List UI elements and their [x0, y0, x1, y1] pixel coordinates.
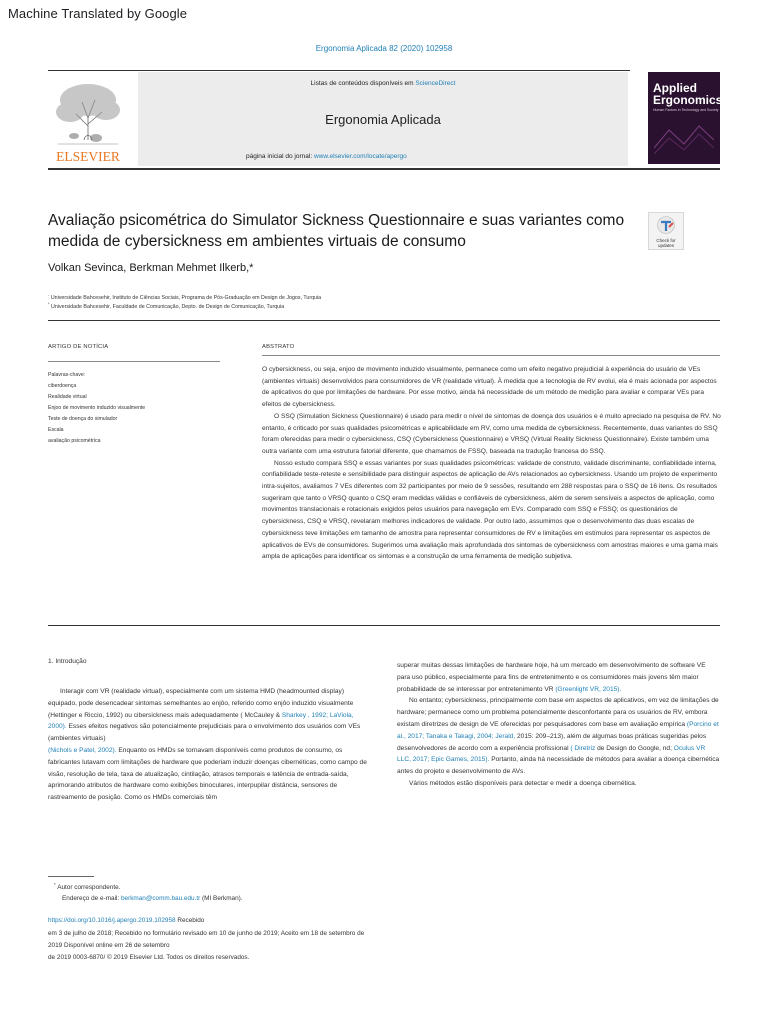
affiliation-a	[48, 292, 321, 301]
copyright-line: de 2019 0003-6870/ © 2019 Elsevier Ltd. Todos os direitos reservados.	[48, 954, 250, 961]
footnote-rule	[48, 876, 94, 877]
email-owner: (MI Berkman).	[200, 895, 243, 902]
abstract-paragraph: O SSQ (Simulation Sickness Questionnaire) é usado para medir o nível de sintomas de doença dos usuários e é muito apreciado na pesquisa de RV. No entanto, é criticado por suas qualidades psicométricas e aplicabilidade em RV, como uma medida de cybersickness. Recentemente, duas variantes do SSQ foram oferecidas para medir o cybersickness, CSQ (Cybersickness Questionnaire) e VRSQ (Virtual Reality Sickness Questionnaire). Existe também uma outra variante com uma estrutura fatorial diferente, que chamamos de FSSQ, baseada na tradução francesa do SSQ.	[262, 412, 721, 455]
journal-citation-link[interactable]: Ergonomia Aplicada 82 (2020) 102958	[315, 44, 453, 53]
article-info-heading: ARTIGO DE NOTÍCIA	[48, 344, 109, 350]
abstract-paragraph: Nosso estudo compara SSQ e essas variantes por suas qualidades psicométricas: validade de construto, validade discriminante, confiabilidade interna, confiabilidade teste-reteste e sensibilidade para distinguir aspectos de aplicação de AVs relacionados ao cybersickness. Usando um projeto de experimento intra-sujeitos, avaliamos 7 VEs diferentes com 32 participantes por meio de 9 sessões, resultando em 288 respostas para o SSQ de 16 itens. Os resultados sugeriram que tanto o VRSQ quanto o CSQ eram medidas válidas e confiáveis de cybersickness, além de serem sensíveis a aspectos de aplicação, como movimentos translacionais e rotacionais exigidos pelos usuários para navegação em EVs. Comparado com SSQ e FSSQ; os questionários de cybersickness, CSQ e VRSQ, revelaram melhores indicadores de validade. Por outro lado, assumimos que o desenvolvimento das duas escalas de cybersickness teve limitações em tamanho de amostra para representar consumidores de RV e limitações em estímulos para representar os aspectos de aplicativos de EVs de consumidores. Sugerimos uma avaliação mais aprofundada dos sintomas de cybersickness com amostras maiores e uma gama mais ampla de aplicações para identificar os sintomas e a construção de uma ferramenta de medição subjetiva.	[262, 459, 718, 561]
contents-lists-label: Listas de conteúdos disponíveis em	[310, 80, 416, 87]
received-label: Recebido	[175, 917, 205, 924]
check-for-updates-label: Check for updates	[656, 238, 676, 248]
online-date: 2019 Disponível online em 26 de setembro	[48, 942, 170, 949]
keyword-item: avaliação psicométrica	[48, 438, 101, 444]
doi-link[interactable]: https://doi.org/10.1016/j.apergo.2019.102958	[48, 917, 176, 924]
intro-text: de Design do Google, nd;	[595, 744, 674, 752]
abstract-bottom-rule	[48, 625, 720, 626]
intro-text: superar muitas dessas limitações de hardware hoje, há um mercado em desenvolvimento de software VE para uso público, especialmente para fins de entretenimento e os consumidores mais jovens têm maior probabilidade de se interessar por entretenimento VR	[397, 662, 706, 693]
reference-link[interactable]: (Nichols e Patel, 2002).	[48, 746, 117, 754]
paper-title: Avaliação psicométrica do Simulator Sickness Questionnaire e suas variantes como medida de cybersickness em ambientes virtuais de consumo	[48, 212, 625, 250]
footnote-mark: *	[54, 882, 56, 887]
intro-paragraph	[397, 695, 720, 778]
email-line	[62, 895, 243, 902]
elsevier-tree-icon	[48, 78, 128, 164]
affiliation-a-text: Universidade Bahcesehir, Instituto de Ciências Sociais, Programa de Pós-Graduação em Design de Jogos, Turquia	[50, 294, 322, 301]
reference-link[interactable]: Sharkey , 1992; LaViola, 2000).	[48, 711, 354, 731]
cover-pattern	[654, 118, 714, 158]
reference-link[interactable]: (Porcino et al., 2017; Tanaka e Takagi, 2004; Jerald,	[397, 720, 719, 740]
reference-link[interactable]: Oculus VR LLC, 2017; Epic Games, 2015).	[397, 744, 706, 764]
intro-text: Interagir com VR (realidade virtual), especialmente com um sistema HMD (headmounted display) equipado, pode desencadear sintomas semelhantes ao enjôo, referido como enjôo induzido visualmente (Hettinger e Riccio, 1992) ou cibersickness mais adequadamente ( McCauley &	[48, 688, 354, 719]
journal-homepage-label: página inicial do jornal:	[246, 153, 314, 160]
affiliation-b-text: Universidade Bahcesehir, Faculdade de Comunicação, Depto. de Design de Comunicação, Turquia	[51, 303, 285, 310]
journal-homepage-link[interactable]: www.elsevier.com/locate/apergo	[313, 153, 407, 160]
affiliation-mark-a: -	[48, 292, 50, 297]
intro-left-column	[48, 686, 368, 804]
keyword-item: Enjoo de movimento induzido visualmente	[48, 405, 146, 411]
intro-right-column	[397, 660, 720, 790]
affiliation-b	[48, 301, 284, 310]
intro-text: No entanto; cybersickness, principalmente com base em aspectos de aplicativos, em vez de limitações de hardware; permanece como um problema potencialmente desconfortante para os usuários de RV, embora existam diretrizes de design de VE oferecidas por pesquisadores com base em avaliação empírica	[397, 697, 719, 728]
corresponding-author-note	[54, 882, 120, 891]
keyword-item: Realidade virtual	[48, 394, 87, 400]
corresponding-author-label: Autor correspondente.	[57, 884, 121, 892]
intro-text: Esses efeitos negativos são potencialmente prejudiciais para o envolvimento dos usuários com VEs (ambientes virtuais)	[48, 723, 361, 743]
check-for-updates-button[interactable]	[648, 212, 684, 250]
reference-link[interactable]: (Greenlight VR, 2015).	[555, 685, 622, 693]
intro-text: Vários métodos estão disponíveis para detectar e medir a doença cibernética.	[409, 779, 637, 787]
abstract-body	[262, 364, 722, 563]
intro-text: Enquanto os HMDs se tornavam disponíveis como produtos de consumo, os fabricantes lutavam com limitações de hardware que poderiam induzir doenças cibernéticas, como campo de visão, resolução de tela, taxa de atualização, cintilação, atrasos temporais e latência de entrada-saída, aprimorando atributos de hardware como exibições binoculares, interpupilar distância, sensores de rastreamento de posição. Como os HMDs comerciais têm	[48, 746, 367, 802]
keyword-item: Escala	[48, 427, 64, 433]
cover-subtitle: Human Factors in Technology and Society	[653, 108, 719, 112]
intro-paragraph	[48, 745, 368, 804]
elsevier-wordmark: ELSEVIER	[56, 149, 120, 164]
crossmark-icon	[649, 213, 683, 237]
journal-homepage-line	[246, 153, 407, 160]
sciencedirect-link[interactable]: ScienceDirect	[415, 80, 456, 87]
machine-translated-banner: Machine Translated by Google	[8, 6, 188, 21]
masthead-bottom-rule	[48, 168, 720, 170]
abstract-heading: ABSTRATO	[262, 344, 295, 350]
journal-cover-image	[648, 72, 723, 164]
intro-paragraph	[48, 686, 368, 745]
introduction-heading: 1. Introdução	[48, 658, 87, 665]
received-dates: em 3 de julho de 2018; Recebido no formulário revisado em 10 de junho de 2019; Aceito em 18 de setembro de	[48, 930, 365, 937]
intro-text: 2015: 209–213), além de algumas boas práticas sugeridas pelos desenvolvedores de acordo com a experiência profissional	[397, 732, 707, 752]
intro-paragraph	[397, 660, 720, 695]
article-info-rule	[48, 361, 220, 362]
keyword-item: ciberdoença	[48, 383, 77, 389]
email-label: Endereço de e-mail:	[62, 895, 121, 902]
elsevier-logo	[48, 78, 128, 164]
affiliation-rule	[48, 320, 720, 321]
abstract-paragraph: O cybersickness, ou seja, enjoo de movimento induzido visualmente, permanece como um efeito negativo prejudicial à experiência do usuário de VEs (ambientes virtuais) desenvolvidos para consumidores de VR (realidade virtual). À medida que a tecnologia de RV evolui, ela é mais acionada por aspectos de aplicativos do que por limitações de hardware. Por esse motivo, ainda há necessidade de um método de medição para avaliar e comparar VEs para efeitos de cybersickness.	[262, 366, 717, 409]
contents-lists-line	[138, 80, 628, 87]
affiliation-mark-b: *	[48, 301, 50, 306]
masthead-top-rule	[48, 70, 630, 71]
intro-text: Portanto, ainda há necessidade de métodos para avaliar a doença cibernética antes do projeto e desenvolvimento de AVs.	[397, 756, 720, 776]
keyword-item: Teste de doença do simulador	[48, 416, 118, 422]
author-list: Volkan Sevinca, Berkman Mehmet Ilkerb,*	[48, 262, 254, 274]
journal-masthead	[138, 72, 628, 166]
journal-title: Ergonomia Aplicada	[325, 112, 441, 127]
reference-link[interactable]: ( Diretriz	[570, 744, 596, 752]
intro-paragraph	[397, 778, 720, 790]
abstract-rule	[262, 355, 720, 356]
author-email-link[interactable]: berkman@comm.bau.edu.tr	[120, 895, 201, 902]
keywords-label: Palavras-chave:	[48, 372, 86, 378]
doi-line	[48, 917, 204, 924]
cover-title: Applied Ergonomics	[653, 81, 723, 107]
